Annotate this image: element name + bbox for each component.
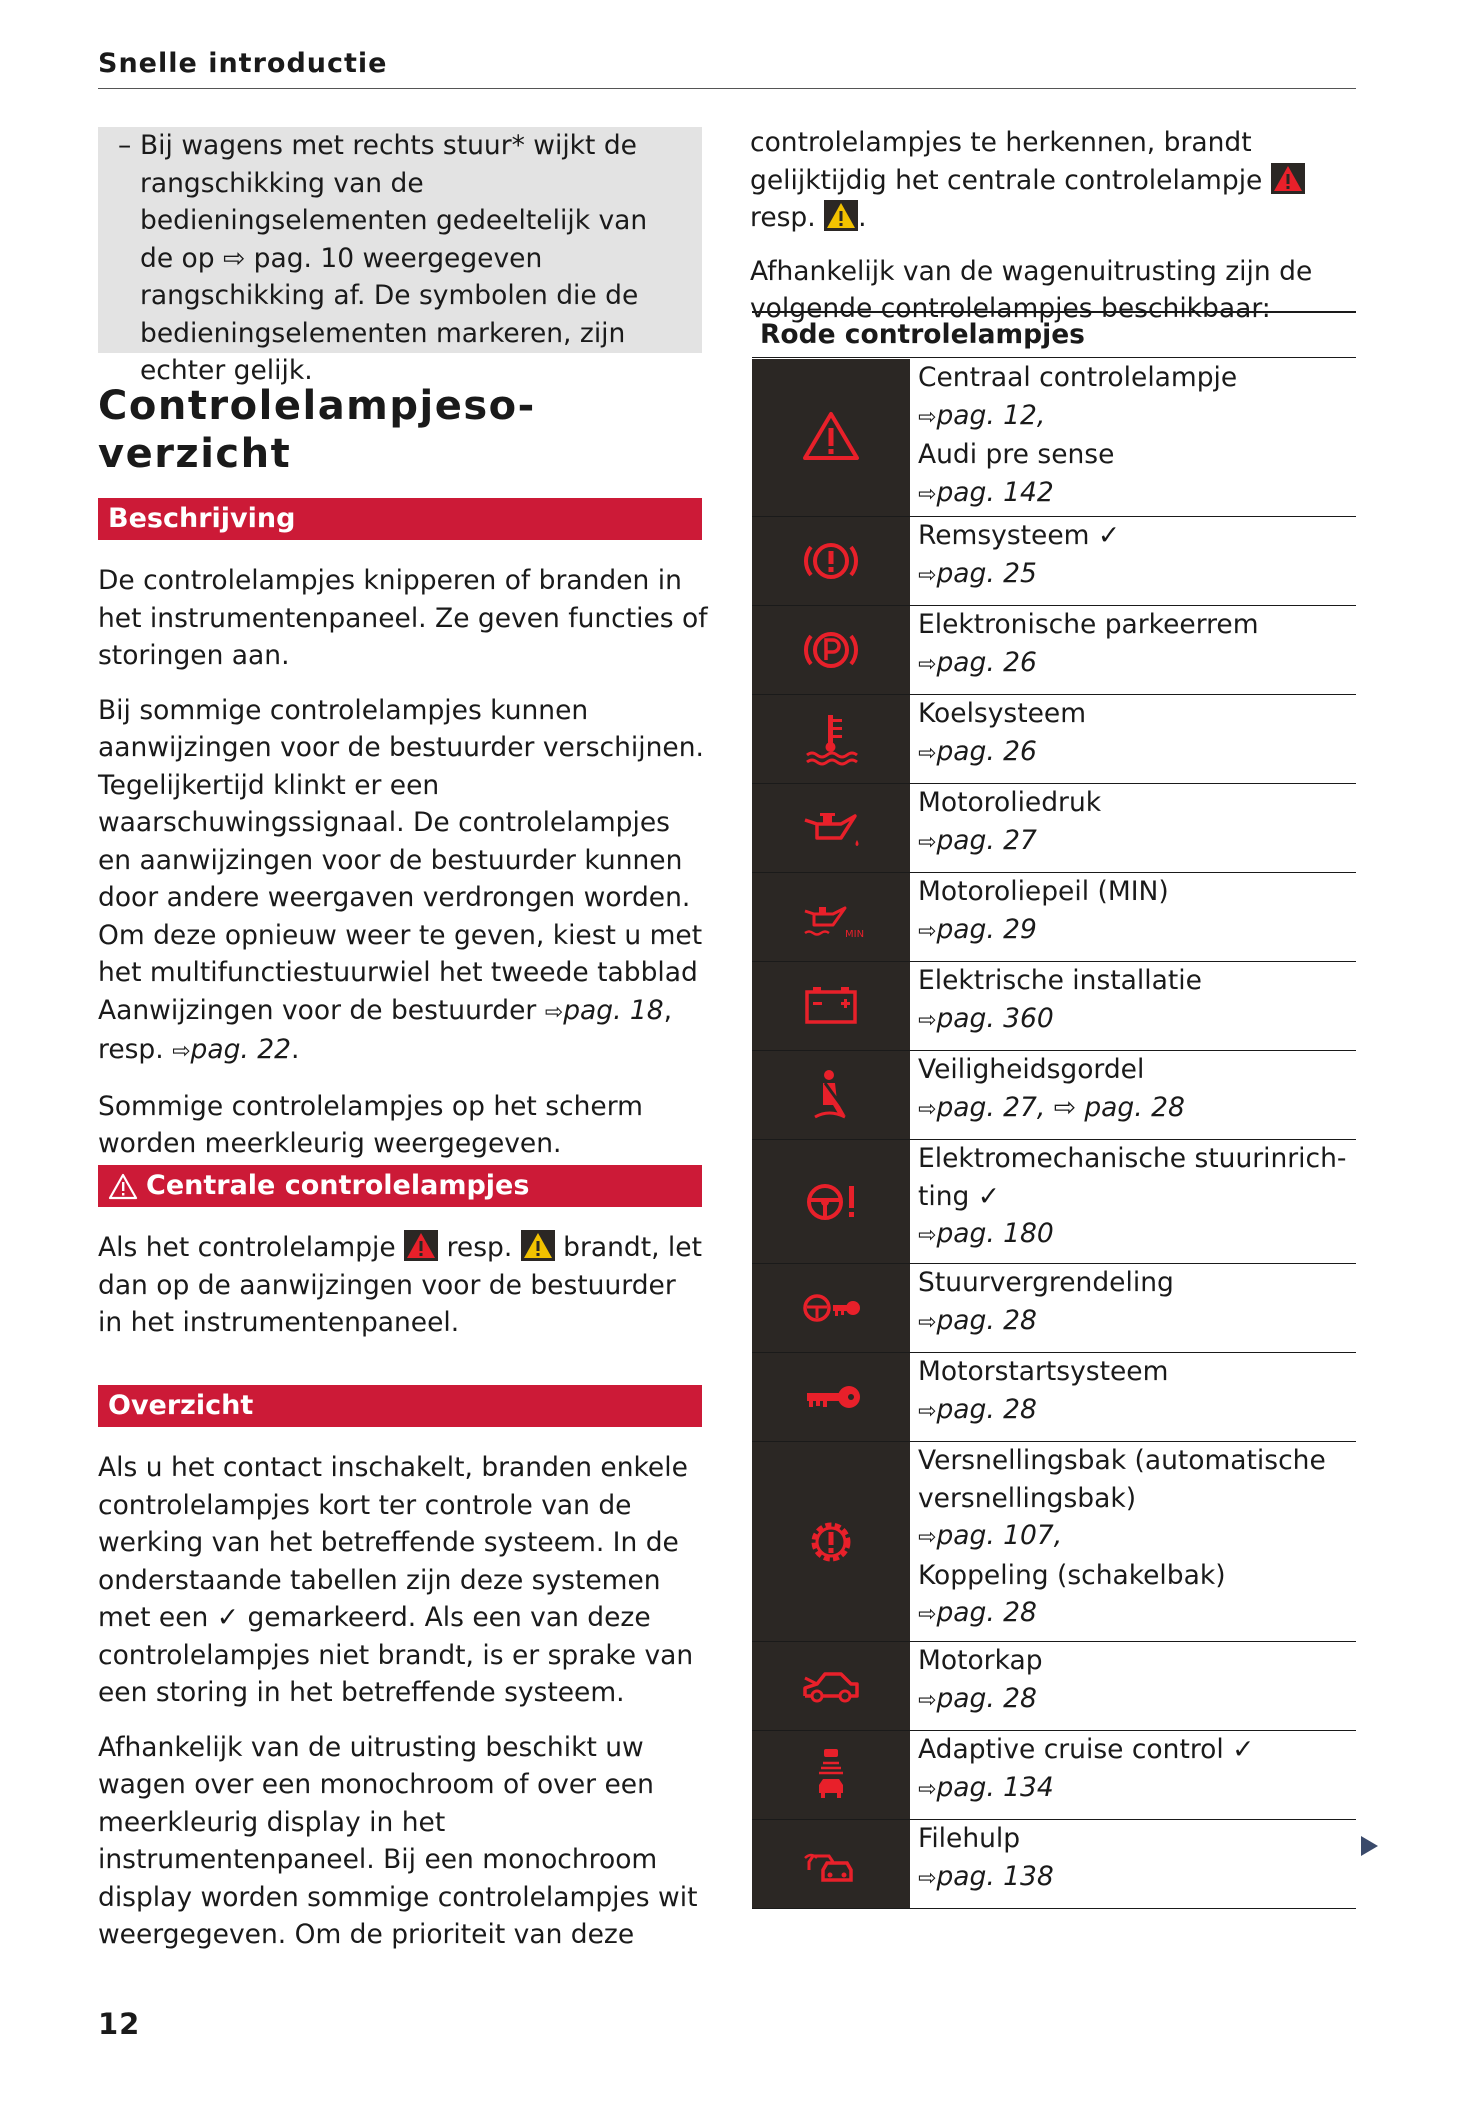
ref-arrow-icon: ⇨ [172,1039,191,1064]
ref-arrow-icon: ⇨ [544,999,564,1025]
lamp-cell [752,784,910,872]
centrale-t1: Als het controlelampje [98,1232,396,1263]
lamp-cell [752,517,910,605]
lamp-label: Koelsysteem [918,698,1087,729]
centrale-text [98,1229,708,1342]
table-top-rule [752,311,1356,313]
lamp-description [910,606,1259,694]
lamp-cell [752,1731,910,1819]
page-reference-text: pag. 27, ⇨ pag. 28 [936,1091,1185,1123]
lamp-label: Audi pre sense [918,439,1115,470]
continue-arrow-icon [1361,1836,1378,1856]
lamp-cell [752,1140,910,1263]
page-reference[interactable] [918,911,1169,951]
lamp-label: Elektrische installatie [918,965,1202,996]
page-reference[interactable] [918,1517,1326,1557]
page-title-line2: verzicht [98,431,292,477]
lamp-label: Motoroliedruk [918,787,1102,818]
lamp-cell [752,1642,910,1730]
key-icon [801,1367,861,1427]
page-reference[interactable] [918,1594,1326,1634]
page-number: 12 [98,2007,141,2041]
page-reference-text: pag. 26 [936,735,1037,767]
lamp-description [910,1642,1043,1730]
page-reference[interactable] [918,1391,1168,1431]
ref-arrow-icon: ⇨ [918,1007,937,1033]
overzicht-p1a: Als u het contact inschakelt, branden enkele controlelampjes kort ter controle van de werking van het betreffende systeem. In de onderstaande tabellen zijn deze systemen met een [98,1452,688,1633]
lamp-label: Remsysteem ✓ [918,520,1121,551]
oil-pressure-icon [801,798,861,858]
adaptive-cruise-icon [801,1745,861,1805]
svg-text:MIN: MIN [845,929,865,940]
lamp-label: Elektronische parkeerrem [918,609,1259,640]
page-reference[interactable] [918,644,1259,684]
bonnet-icon [801,1656,861,1716]
beschrijving-p2: Bij sommige controlelampjes kunnen aanwijzingen voor de bestuurder verschijnen. Tegelijkertijd klinkt er een waarschuwingssignaal. De controlelampjes en aanwijzingen voor de bestuurder kunnen door andere weergaven verdrongen worden. Om deze opnieuw weer te geven, kiest u met het multifunctiestuurwiel het tweede tabblad Aanwijzingen voor de bestuurder ⇨pag. 18, resp. ⇨pag. 22. [98,694,704,1065]
page-reference[interactable] [918,474,1237,514]
table-row [752,695,1356,784]
seatbelt-icon [801,1065,861,1125]
note-dash: – [118,130,132,161]
ref-arrow-icon: ⇨ [918,1398,937,1424]
table-row [752,1353,1356,1442]
lamp-label: Stuurvergrendeling [918,1267,1174,1298]
lamp-cell [752,1353,910,1441]
lamp-cell [752,359,910,516]
lamp-description [910,359,1237,516]
ref-arrow-icon: ⇨ [918,404,937,430]
lamp-description [910,1353,1168,1441]
page-reference-text: pag. 134 [936,1771,1054,1803]
page-reference-text: pag. 28 [936,1393,1037,1425]
ref-arrow-icon: ⇨ [918,918,937,944]
overzicht-p1b: gemarkeerd. Als een van deze controlelampjes niet brandt, is er sprake van een storing in het betreffende systeem. [98,1602,694,1708]
ref-arrow-icon: ⇨ [918,1776,937,1802]
lamp-description [910,1264,1174,1352]
lamp-description [910,695,1086,783]
lamp-label: Elektromechanische stuurinrich- [918,1143,1347,1174]
warning-lamp-table [752,359,1356,1909]
parking-brake-icon [801,620,861,680]
lamp-cell [752,1442,910,1641]
lamp-description [910,784,1101,872]
overzicht-p2: Afhankelijk van de uitrusting beschikt uw wagen over een monochroom of over een meerkleurig display in het instrumentenpaneel. Bij een monochroom display worden sommige controlelampjes wit weergegeven. Om de prioriteit van deze [98,1731,698,1950]
ref-arrow-icon: ⇨ [918,1865,937,1891]
page-reference-text: pag. 180 [936,1218,1054,1249]
table-row [752,1442,1356,1642]
table-row [752,1264,1356,1353]
lamp-label: Versnellingsbak (automatische [918,1445,1326,1476]
central-warning-yellow-icon [521,1230,555,1261]
gearbox-icon [801,1512,861,1572]
page-reference[interactable] [918,1089,1185,1129]
table-row [752,962,1356,1051]
page-title-line1: Controlelampjeso- [98,383,536,429]
note-text: Bij wagens met rechts stuur* wijkt de rangschikking van de bedieningselementen gedeeltelijk van de op ⇨ pag. 10 weergegeven rangschikking af. De symbolen die de bedieningselementen markeren, zijn echter gelijk. [140,130,648,386]
beschrijving-p3: Sommige controlelampjes op het scherm worden meerkleurig weergegeven. [98,1090,643,1159]
lamp-cell [752,873,910,961]
table-title: Rode controlelampjes [760,319,1085,350]
lamp-description [910,517,1120,605]
warning-triangle-icon [108,1173,138,1200]
page-reference-text: pag. 29 [936,913,1037,945]
ref-arrow-icon: ⇨ [918,562,937,588]
lamp-label: Koppeling (schakelbak) [918,1559,1226,1591]
lamp-cell [752,962,910,1050]
right-column-intro [750,124,1360,328]
ref-link[interactable]: pag. 18 [563,994,664,1026]
table-row [752,606,1356,695]
centrale-heading-label: Centrale controlelampjes [146,1170,530,1201]
ref-arrow-icon: ⇨ [918,1687,937,1713]
right-p1c: . [858,202,867,233]
ref-arrow-icon: ⇨ [918,481,937,507]
lamp-description [910,1140,1346,1263]
page-reference[interactable] [918,1858,1054,1898]
page-reference-text: pag. 28 [936,1304,1037,1336]
beschrijving-p2-text: Bij sommige controlelampjes kunnen aanwijzingen voor de bestuurder verschijnen. Tegelijkertijd klinkt er een waarschuwingssignaal. De controlelampjes en aanwijzingen voor de bestuurder kunnen door andere weergaven verdrongen worden. Om deze opnieuw weer te geven, kiest u met het multifunctiestuurwiel het tweede tabblad Aanwijzingen voor de bestuurder [98,694,704,1026]
lamp-cell [752,695,910,783]
steering-lock-icon [801,1278,861,1338]
battery-icon [801,976,861,1036]
page-reference[interactable] [918,733,1086,773]
page-reference-text: pag. 28 [936,1682,1037,1714]
oil-level-min-icon [801,887,865,947]
page-reference-text: pag. 28 [936,1597,1037,1628]
running-header: Snelle introductie [98,48,388,79]
header-rule [98,88,1356,89]
lamp-cell [752,606,910,694]
right-p1b: resp. [750,202,816,233]
lamp-cell [752,1051,910,1139]
ref-arrow-icon: ⇨ [918,1525,937,1550]
traffic-jam-assist-icon [801,1834,861,1894]
table-row [752,1642,1356,1731]
lamp-label: Adaptive cruise control ✓ [918,1734,1255,1765]
brake-system-icon [801,531,861,591]
right-p1 [750,124,1360,237]
page-reference[interactable] [918,397,1237,437]
overzicht-p1 [98,1449,704,1712]
ref-link[interactable]: pag. 22 [190,1034,291,1065]
lamp-description [910,962,1202,1050]
beschrijving-body [98,562,708,1163]
lamp-label: versnellingsbak) [918,1482,1137,1514]
lamp-description [910,1820,1054,1908]
central-warning-icon [801,408,861,468]
table-row [752,784,1356,873]
centrale-t3: brandt, let dan op de aanwijzingen voor de bestuurder in het instrumentenpaneel. [98,1232,702,1338]
ref-arrow-icon: ⇨ [918,1602,937,1627]
centrale-heading [98,1165,702,1207]
ref-arrow-icon: ⇨ [918,829,937,855]
central-warning-yellow-icon [824,200,858,231]
overzicht-body [98,1449,704,1954]
lamp-description [910,1731,1254,1819]
table-row [752,1140,1356,1264]
check-mark-icon: ✓ [216,1602,239,1633]
right-p2: Afhankelijk van de wagenuitrusting zijn de volgende controlelampjes beschikbaar: [750,255,1313,324]
lamp-cell [752,1264,910,1352]
ref-arrow-icon: ⇨ [918,1309,937,1335]
ref-arrow-icon: ⇨ [918,651,937,677]
page-reference-text: pag. 27 [936,824,1037,856]
lamp-label: Filehulp [918,1823,1021,1854]
page-reference-text: pag. 142 [936,476,1054,508]
page-reference[interactable] [918,1769,1254,1809]
ref-arrow-icon: ⇨ [918,1223,937,1248]
beschrijving-heading: Beschrijving [98,498,702,540]
central-warning-red-icon [1271,163,1305,194]
page-reference-text: pag. 26 [936,646,1037,678]
page-reference[interactable] [918,555,1120,595]
lamp-label: Motorstartsysteem [918,1356,1169,1387]
page-reference-text: pag. 107, [936,1520,1063,1551]
page-reference-text: pag. 25 [936,557,1037,589]
note-box [98,127,702,386]
ref-arrow-icon: ⇨ [918,740,937,766]
table-row [752,517,1356,606]
page-reference[interactable] [918,822,1101,862]
beschrijving-p1: De controlelampjes knipperen of branden in het instrumentenpaneel. Ze geven functies of storingen aan. [98,565,708,671]
lamp-cell [752,1820,910,1908]
centrale-t2: resp. [446,1232,513,1263]
table-header-rule [752,357,1356,358]
page-reference-text: pag. 138 [936,1860,1054,1892]
central-warning-red-icon [404,1230,438,1261]
resp-text: , resp. [98,994,673,1065]
table-row [752,1820,1356,1909]
ref-arrow-icon: ⇨ [918,1096,937,1122]
page-reference[interactable] [918,1302,1174,1342]
page-reference-text: pag. 360 [936,1002,1054,1034]
lamp-label: Centraal controlelampje [918,362,1238,393]
page-reference-text: pag. 12, [936,399,1046,431]
lamp-description [910,1442,1326,1641]
centrale-body [98,1229,708,1342]
steering-warning-icon [801,1172,861,1232]
page-title [98,382,718,478]
page-reference[interactable] [918,1215,1346,1255]
lamp-label: Veiligheidsgordel [918,1054,1145,1085]
lamp-description [910,873,1169,961]
overzicht-heading: Overzicht [98,1385,702,1427]
table-row [752,1731,1356,1820]
page-reference[interactable] [918,1000,1202,1040]
page-reference[interactable] [918,1680,1043,1720]
lamp-label: Motoroliepeil (MIN) [918,876,1169,907]
lamp-description [910,1051,1185,1139]
right-p1a: controlelampjes te herkennen, brandt gelijktijdig het centrale controlelampje [750,127,1263,196]
lamp-label: Motorkap [918,1645,1043,1676]
table-row [752,873,1356,962]
table-row [752,359,1356,517]
coolant-icon [801,709,861,769]
table-row [752,1051,1356,1140]
lamp-label: ting ✓ [918,1180,1000,1212]
